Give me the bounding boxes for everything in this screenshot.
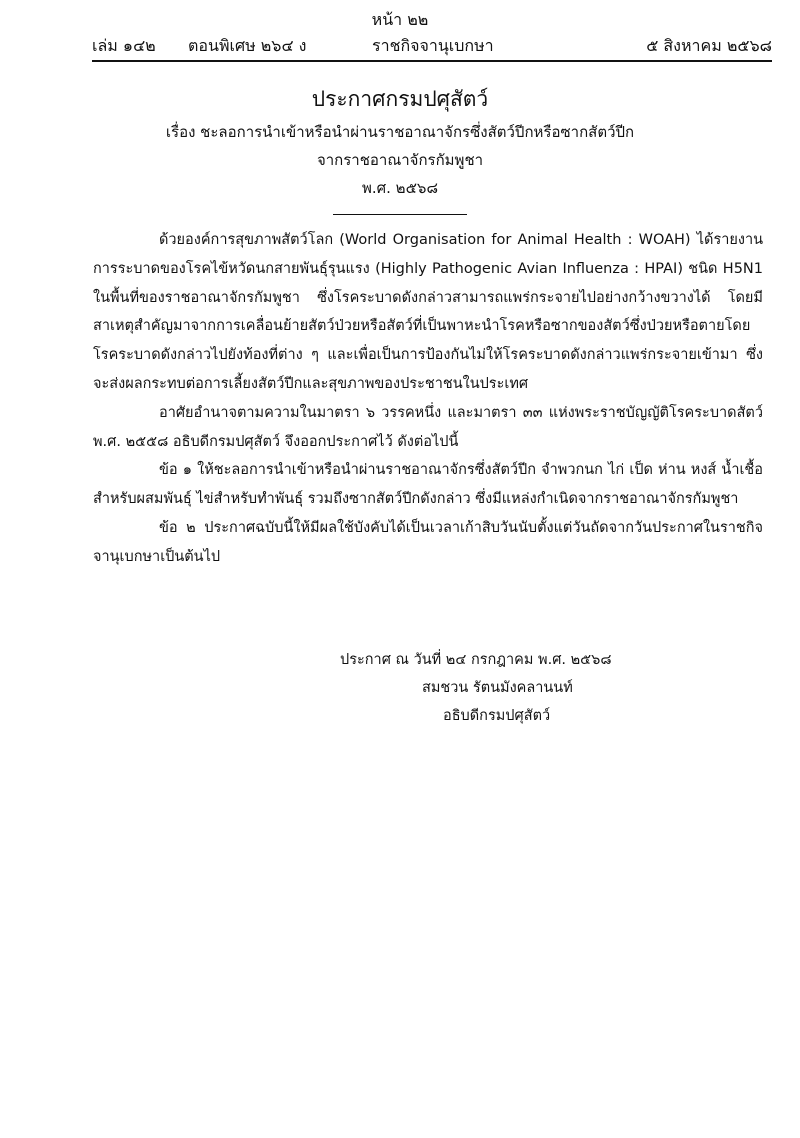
title-divider (333, 214, 467, 215)
announcement-title: ประกาศกรมปศุสัตว์ (311, 87, 489, 111)
paragraph-clause-1: ข้อ ๑ ให้ชะลอการนำเข้าหรือนำผ่านราชอาณาจักรซึ่งสัตว์ปีก จำพวกนก ไก่ เป็ด ห่าน หงส์ น้ำเชื้อสำหรับผสมพันธุ์ ไข่สำหรับทำพันธุ์ รวมถึงซากสัตว์ปีกดังกล่าว ซึ่งมีแหล่งกำเนิดจากราชอาณาจักรกัมพูชา (93, 462, 763, 508)
signatory-position: อธิบดีกรมปศุสัตว์ (443, 708, 551, 724)
announcement-subject: เรื่อง ชะลอการนำเข้าหรือนำผ่านราชอาณาจักรซึ่งสัตว์ปีกหรือซากสัตว์ปีก (165, 123, 635, 141)
volume-label: เล่ม ๑๔๒ (92, 36, 156, 55)
paragraph-clause-2: ข้อ ๒ ประกาศฉบับนี้ให้มีผลใช้บังคับได้เป็นเวลาเก้าสิบวันนับตั้งแต่วันถัดจากวันประกาศในราชกิจจานุเบกษาเป็นต้นไป (93, 519, 763, 565)
page-number: หน้า ๒๒ (371, 10, 429, 29)
issue-label: ตอนพิเศษ ๒๖๔ ง (188, 36, 307, 55)
gazette-name: ราชกิจจานุเบกษา (372, 36, 494, 55)
announcement-subject-line2: จากราชอาณาจักรกัมพูชา (316, 151, 484, 169)
header-divider (92, 60, 772, 62)
gazette-header (92, 34, 772, 58)
announcement-year: พ.ศ. ๒๕๖๘ (361, 179, 439, 197)
signature-block (0, 646, 800, 730)
announcement-body (93, 226, 763, 572)
signatory-name: สมชวน รัตนมังคลานนท์ (422, 680, 573, 696)
paragraph-authority: อาศัยอำนาจตามความในมาตรา ๖ วรรคหนึ่ง และมาตรา ๓๓ แห่งพระราชบัญญัติโรคระบาดสัตว์ พ.ศ. ๒๕๕๘ อธิบดีกรมปศุสัตว์ จึงออกประกาศไว้ ดังต่อไปนี้ (93, 404, 763, 450)
signature-date: ประกาศ ณ วันที่ ๒๔ กรกฎาคม พ.ศ. ๒๕๖๘ (340, 652, 612, 668)
announcement-title-block (0, 84, 800, 215)
publication-date: ๕ สิงหาคม ๒๕๖๘ (646, 36, 772, 55)
paragraph-preamble: ด้วยองค์การสุขภาพสัตว์โลก (World Organisation for Animal Health : WOAH) ได้รายงานการระบาดของโรคไข้หวัดนกสายพันธุ์รุนแรง (Highly Pathogenic Avian Influenza : HPAI) ชนิด H5N1 ในพื้นที่ของราชอาณาจักรกัมพูชา ซึ่งโรคระบาดดังกล่าวสามารถแพร่กระจายไปอย่างกว้างขวางได้ โดยมีสาเหตุสำคัญมาจากการเคลื่อนย้ายสัตว์ป่วยหรือสัตว์ที่เป็นพาหะนำโรคหรือซากของสัตว์ซึ่งป่วยหรือตายโดยโรคระบาดดังกล่าวไปยังท้องที่ต่าง ๆ และเพื่อเป็นการป้องกันไม่ให้โรคระบาดดังกล่าวแพร่กระจายเข้ามา ซึ่งจะส่งผลกระทบต่อการเลี้ยงสัตว์ปีกและสุขภาพของประชาชนในประเทศ (93, 232, 763, 392)
